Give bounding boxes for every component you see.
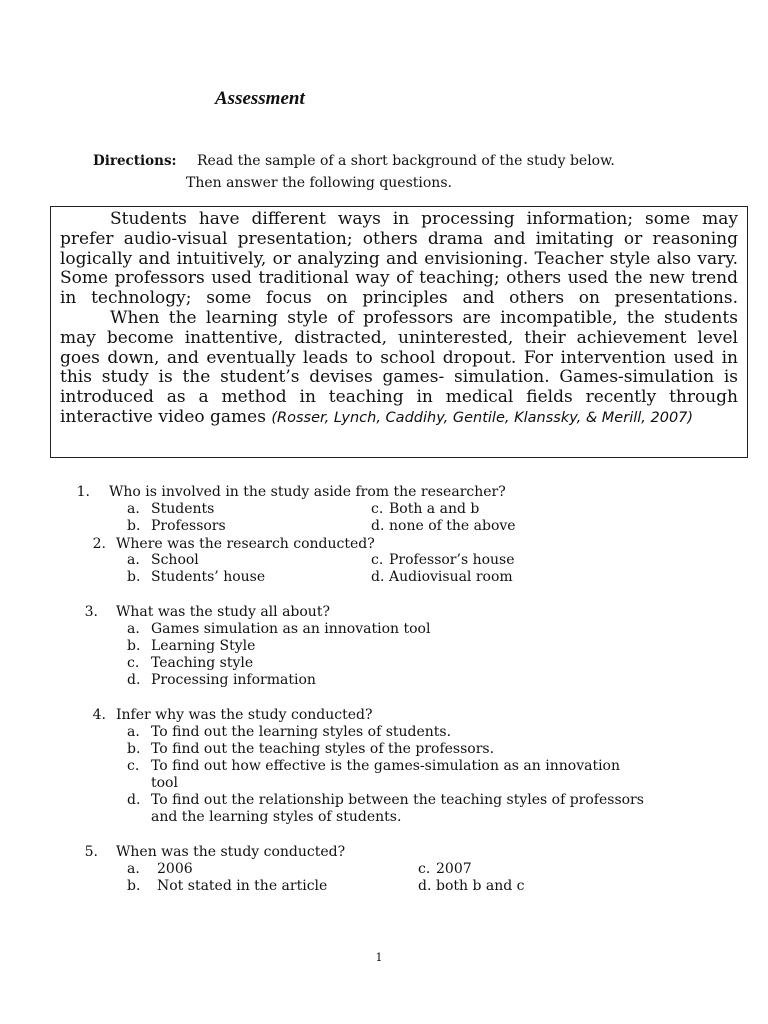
directions-label: Directions: (93, 153, 177, 169)
question-3-option-d[interactable]: d. Processing information (127, 672, 316, 688)
question-2-option-a[interactable]: a. School (127, 552, 199, 568)
question-5-option-d[interactable]: d. both b and c (418, 878, 525, 894)
question-3-number: 3. (84, 604, 98, 620)
question-4-option-c[interactable]: c. To find out how effective is the games-simulation as an innovation tool (127, 758, 620, 791)
question-1-option-a[interactable]: a. Students (127, 501, 215, 517)
question-5-option-a[interactable]: a. 2006 (127, 861, 193, 877)
question-4-option-a[interactable]: a. To find out the learning styles of students. (127, 724, 452, 740)
question-1-option-b[interactable]: b. Professors (127, 518, 226, 534)
question-3-option-b[interactable]: b. Learning Style (127, 638, 256, 654)
question-5-number: 5. (84, 844, 98, 860)
question-2-option-c[interactable]: c. Professor’s house (371, 552, 515, 568)
page-title: Assessment (215, 88, 305, 109)
question-2-option-b[interactable]: b. Students’ house (127, 569, 266, 585)
directions-line-1: Read the sample of a short background of the study below. (197, 153, 615, 169)
question-4-text: Infer why was the study conducted? (116, 707, 373, 723)
directions-line-2: Then answer the following questions. (186, 175, 452, 191)
question-2-option-d[interactable]: d. Audiovisual room (371, 569, 513, 585)
question-5-text: When was the study conducted? (116, 844, 346, 860)
question-1-option-c[interactable]: c. Both a and b (371, 501, 480, 517)
question-2-text: Where was the research conducted? (116, 536, 375, 552)
question-3-option-c[interactable]: c. Teaching style (127, 655, 254, 671)
question-5-option-c[interactable]: c. 2007 (418, 861, 472, 877)
question-4-option-d[interactable]: d. To find out the relationship between the teaching styles of professors and the learning styles of students. (127, 792, 644, 825)
question-4-option-b[interactable]: b. To find out the teaching styles of the professors. (127, 741, 495, 757)
question-1-option-d[interactable]: d. none of the above (371, 518, 516, 534)
question-3-option-a[interactable]: a. Games simulation as an innovation tool (127, 621, 431, 637)
question-4-number: 4. (92, 707, 106, 723)
passage-citation: (Rosser, Lynch, Caddihy, Gentile, Klanssky, & Merill, 2007) (271, 409, 694, 426)
passage-box (50, 206, 748, 458)
passage-paragraph-1: Students have different ways in processing information; some may prefer audio-visual presentation; others drama and imitating or reasoning logically and intuitively, or analyzing and envisioning. Teacher style also vary. Some professors used traditional way of teaching; others used the new trend in technology; some focus on principles and others on presentations. (60, 209, 738, 309)
page-number: 1 (375, 951, 383, 964)
question-3-text: What was the study all about? (116, 604, 330, 620)
question-1-number: 1. (76, 484, 90, 500)
question-1-text: Who is involved in the study aside from the researcher? (109, 484, 506, 500)
passage-paragraph-2 (60, 309, 738, 429)
question-5-option-b[interactable]: b. Not stated in the article (127, 878, 328, 894)
question-2-number: 2. (92, 536, 106, 552)
passage-paragraph-2-text: When the learning style of professors are incompatible, the students may become inattentive, distracted, uninterested, their achievement level goes down, and eventually leads to school dropout. For intervention used in this study is the student’s devises games- simulation. Games-simulation is introduced as a method in teaching in medical fields recently through interactive video games (60, 307, 738, 427)
